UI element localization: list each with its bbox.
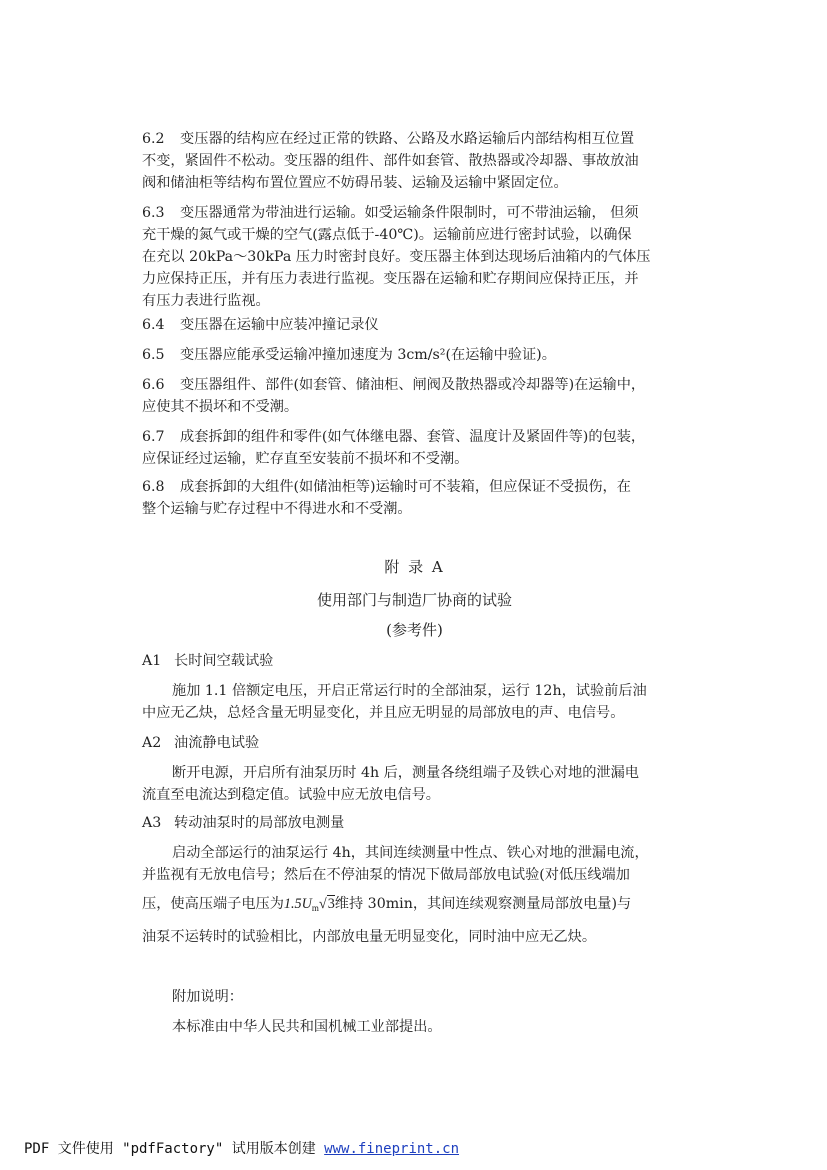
- item-title: 油流静电试验: [174, 735, 260, 751]
- note-text-block: [142, 1016, 687, 1038]
- clause-6-3: 6.3 变压器通常为带油进行运输。如受运输条件限制时，可不带油运输， 但须 充干燥的氮气或干燥的空气(露点低于-40℃)。运输前应进行密封试验，以确保 在充以 20kPa～30kPa 压力时密封良好。变压器主体到达现场后油箱内的气体压 力应保持正压，并有压力表进行监视。变压器在运输和贮存期间应保持正压，并 有压力表进行监视。: [142, 202, 687, 312]
- voltage-formula: $1.5U_m√3$: [283, 896, 335, 913]
- clause-6-6: 6.6 变压器组件、部件(如套管、储油柜、闸阀及散热器或冷却器等)在运输中， 应使其不损坏和不受潮。: [142, 374, 687, 418]
- clause-6-4: 6.4 变压器在运输中应装冲撞记录仪: [142, 314, 687, 336]
- additional-note: [142, 986, 687, 1008]
- clause-number: 6.4: [142, 317, 165, 333]
- a2-body: 断开电源，开启所有油泵历时 4h 后，测量各绕组端子及铁心对地的泄漏电 流直至电流达到稳定值。试验中应无放电信号。: [142, 765, 639, 803]
- appendix-item-a3: [142, 812, 344, 834]
- note-text: 本标准由中华人民共和国机械工业部提出。: [172, 1019, 442, 1035]
- appendix-subtitle: (参考件): [386, 621, 443, 639]
- a3-last-line: 油泵不运转时的试验相比，内部放电量无明显变化，同时油中应无乙炔。: [142, 929, 597, 945]
- a1-body: 施加 1.1 倍额定电压，开启正常运行时的全部油泵，运行 12h，试验前后油 中应无乙炔，总烃含量无明显变化，并且应无明显的局部放电的声、电信号。: [142, 683, 647, 721]
- clause-number: 6.2: [142, 131, 165, 147]
- item-title: 转动油泵时的局部放电测量: [174, 815, 345, 831]
- sqrt-symbol: √3: [318, 896, 335, 912]
- pdf-footer: PDF 文件使用 "pdfFactory" 试用版本创建 www.fineprint.cn: [24, 1141, 460, 1157]
- clause-number: 6.8: [142, 479, 165, 495]
- clause-number: 6.6: [142, 377, 165, 393]
- appendix-title: 使用部门与制造厂协商的试验: [316, 591, 512, 609]
- clause-number: 6.7: [142, 429, 165, 445]
- clause-6-7: 6.7 成套拆卸的组件和零件(如气体继电器、套管、温度计及紧固件等)的包装， 应保证经过运输，贮存直至安装前不损坏和不受潮。: [142, 426, 687, 470]
- clause-6-8: 6.8 成套拆卸的大组件(如储油柜等)运输时可不装箱，但应保证不受损伤，在 整个运输与贮存过程中不得进水和不受潮。: [142, 476, 687, 520]
- item-id: A1: [142, 653, 162, 669]
- clause-6-2: 6.2 变压器的结构应在经过正常的铁路、公路及水路运输后内部结构相互位置 不变，紧固件不松动。变压器的组件、部件如套管、散热器或冷却器、事故放油 阀和储油柜等结构布置位置应不妨碍吊装、运输及运输中紧固定位。: [142, 128, 687, 194]
- note-label: 附加说明：: [172, 989, 243, 1005]
- clause-number: 6.3: [142, 205, 165, 221]
- appendix-heading: 附 录 A: [384, 558, 445, 576]
- appendix-item-a1: [142, 650, 273, 672]
- a3-body: 启动全部运行的油泵运行 4h，其间连续测量中性点、铁心对地的泄漏电流， 并监视有无放电信号；然后在不停油泵的情况下做局部放电试验(对低压线端加: [142, 845, 649, 883]
- appendix-item-a2: [142, 732, 259, 754]
- clause-6-5: 6.5 变压器应能承受运输冲撞加速度为 3cm/s²(在运输中验证)。: [142, 344, 687, 366]
- fineprint-link[interactable]: www.fineprint.cn: [324, 1141, 460, 1157]
- item-id: A3: [142, 815, 162, 831]
- item-id: A2: [142, 735, 162, 751]
- item-title: 长时间空载试验: [174, 653, 274, 669]
- clause-number: 6.5: [142, 347, 165, 363]
- a3-formula-line: 压，使高压端子电压为$1.5U_m√3$维持 30min，其间连续观察测量局部放电量)与: [142, 896, 632, 913]
